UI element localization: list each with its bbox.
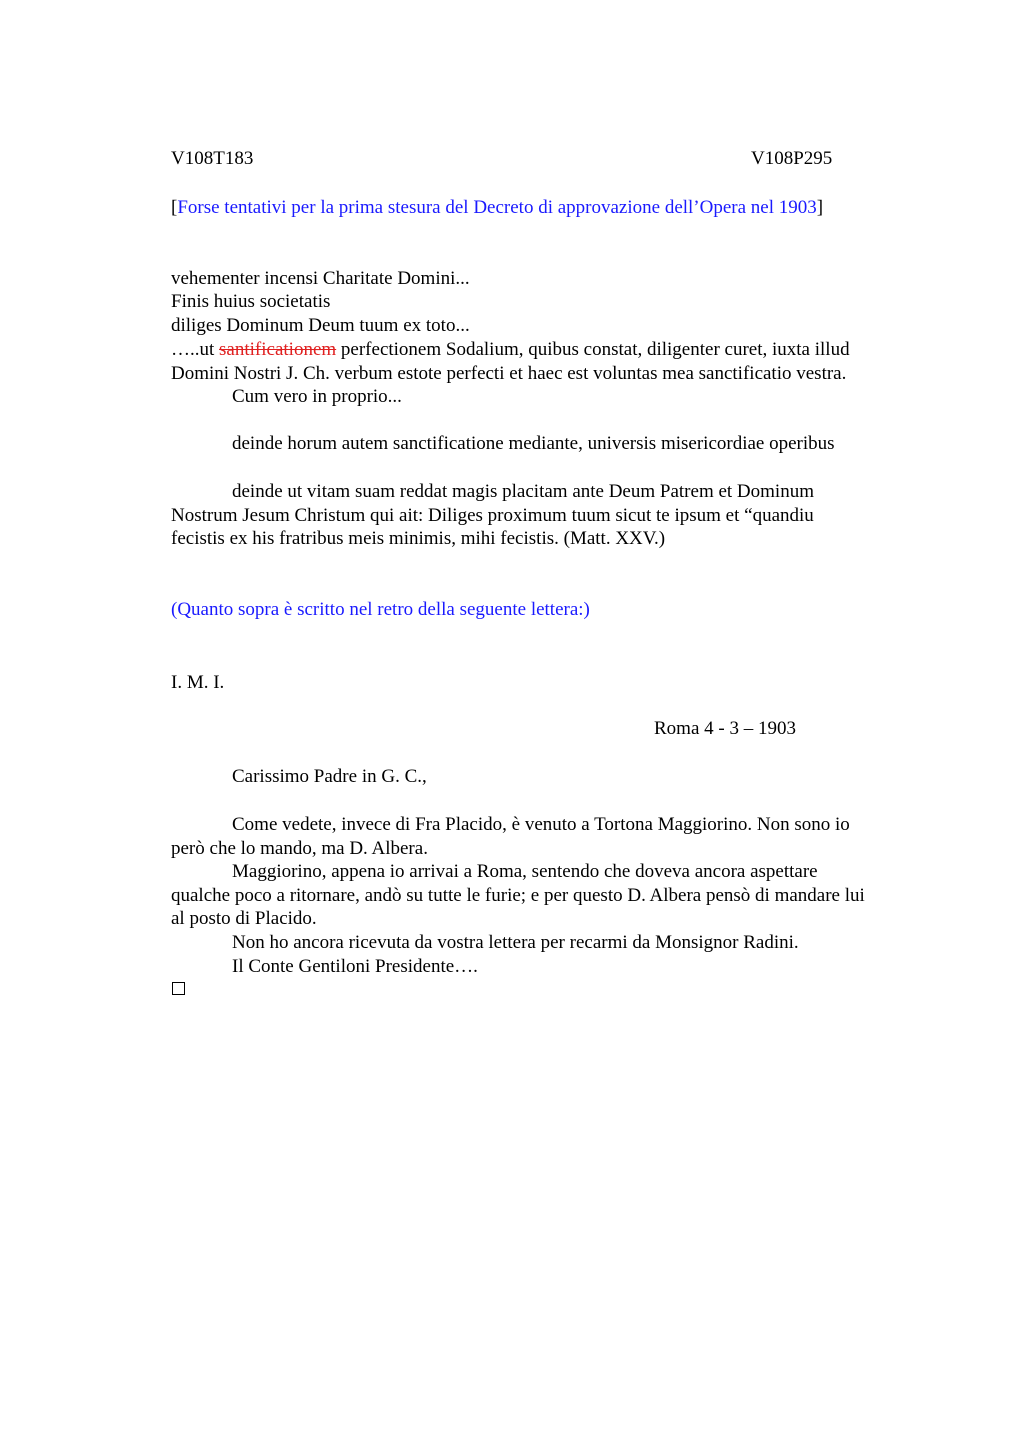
draft-line: Cum vero in proprio... <box>232 386 402 407</box>
letter-paragraph: Il Conte Gentiloni Presidente…. <box>232 956 478 977</box>
letter-paragraph: Maggiorino, appena io arrivai a Roma, sentendo che doveva ancora aspettare <box>232 861 818 882</box>
draft-line: Finis huius societatis <box>171 291 331 312</box>
draft-paragraph-continued: Nostrum Jesum Christum qui ait: Diliges proximum tuum sicut te ipsum et “quandiu <box>171 505 814 526</box>
draft-line-with-deletion: …..ut santificationem perfectionem Sodalium, quibus constat, diligenter curet, iuxta illud <box>171 339 850 360</box>
bracket-close: ] <box>816 197 824 218</box>
letter-paragraph-continued: qualche poco a ritornare, andò su tutte le furie; e per questo D. Albera pensò di mandare lui <box>171 885 865 906</box>
document-code-right: V108P295 <box>751 148 833 169</box>
end-box-icon <box>172 982 185 995</box>
letter-salutation: Carissimo Padre in G. C., <box>232 766 427 787</box>
letter-paragraph-continued: però che lo mando, ma D. Albera. <box>171 838 428 859</box>
draft-line: Domini Nostri J. Ch. verbum estote perfecti et haec est voluntas mea sanctificatio vestra. <box>171 363 847 384</box>
bracket-open: [ <box>171 197 178 218</box>
document-code-left: V108T183 <box>171 148 254 169</box>
letter-paragraph: Come vedete, invece di Fra Placido, è venuto a Tortona Maggiorino. Non sono io <box>232 814 850 835</box>
draft-paragraph: deinde horum autem sanctificatione mediante, universis misericordiae operibus <box>232 433 835 454</box>
draft-paragraph-continued: fecistis ex his fratribus meis minimis, mihi fecistis. (Matt. XXV.) <box>171 528 666 549</box>
letter-paragraph: Non ho ancora ricevuta da vostra lettera per recarmi da Monsignor Radini. <box>232 932 799 953</box>
transition-note: (Quanto sopra è scritto nel retro della seguente lettera:) <box>171 599 590 620</box>
letter-paragraph-continued: al posto di Placido. <box>171 908 317 929</box>
editor-note-text: Forse tentativi per la prima stesura del Decreto di approvazione dell’Opera nel 1903 <box>177 197 817 218</box>
letter-heading: I. M. I. <box>171 672 225 693</box>
letter-date: Roma 4 - 3 – 1903 <box>654 718 796 739</box>
struck-word: santificationem <box>219 339 337 360</box>
editor-note <box>171 196 823 219</box>
draft-paragraph: deinde ut vitam suam reddat magis placitam ante Deum Patrem et Dominum <box>232 481 814 502</box>
draft-line: vehementer incensi Charitate Domini... <box>171 268 470 289</box>
draft-line: diliges Dominum Deum tuum ex toto... <box>171 315 470 336</box>
